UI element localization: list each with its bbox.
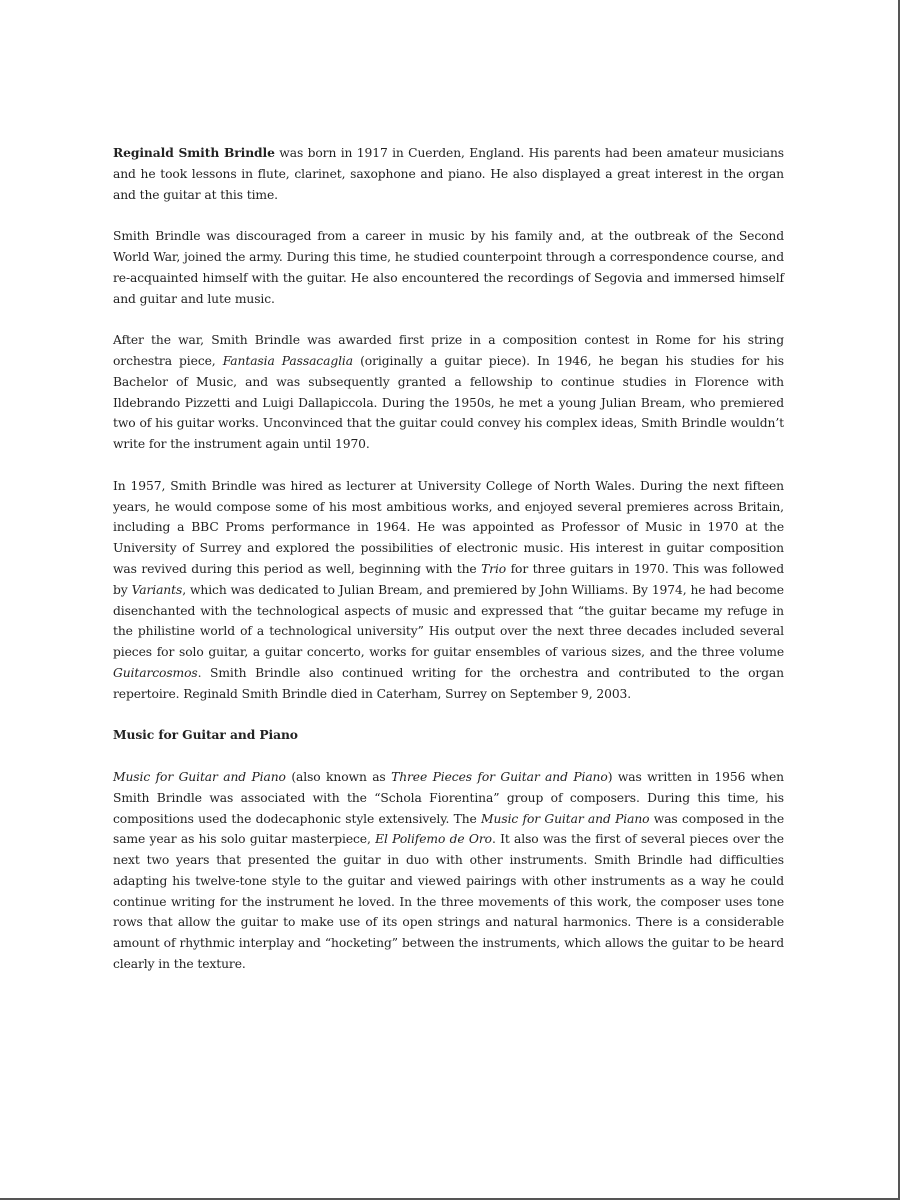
text-run: ) was written in 1956 when Smith Brindle was associated with the “Schola Fiorentina” group of composers. During this time, his compositions used the dodecaphonic style extensively. The: [113, 769, 784, 826]
italic-title: Music for Guitar and Piano: [481, 811, 650, 826]
text-run: was born in 1917 in Cuerden, England. His parents had been amateur musicians and he took lessons in flute, clarinet, saxophone and piano. He also displayed a great interest in the organ and the guitar at this time.: [113, 146, 784, 202]
bold-text: Reginald Smith Brindle: [113, 145, 275, 160]
text-run: . It also was the first of several pieces over the next two years that presented the guitar in duo with other instruments. Smith Brindle had difficulties adapting his twelve-tone style to the guitar and viewed pairings with other instruments as a way he could continue writing for the instrument he loved. In the three movements of this work, the composer uses tone rows that allow the guitar to make use of its open strings and natural harmonics. There is a considerable amount of rhythmic interplay and “hocketing” between the instruments, which allows the guitar to be heard clearly in the texture.: [113, 832, 784, 972]
section-heading: Music for Guitar and Piano: [113, 727, 298, 743]
text-run: In 1957, Smith Brindle was hired as lecturer at University College of North Wales. During the next fifteen years, he would compose some of his most ambitious works, and enjoyed several premieres across Britain, including a BBC Proms performance in 1964. He was appointed as Professor of Music in 1970 at the University of Surrey and explored the possibilities of electronic music. His interest in guitar composition was revived during this period as well, beginning with the: [113, 478, 784, 576]
text-run: (originally a guitar piece). In 1946, he began his studies for his Bachelor of Music, and was subsequently granted a fellowship to continue studies in Florence with Ildebrando Pizzetti and Luigi Dallapiccola. During the 1950s, he met a young Julian Bream, who premiered two of his guitar works. Unconvinced that the guitar could convey his complex ideas, Smith Brindle wouldn’t write for the instrument again until 1970.: [113, 353, 784, 452]
text-run: After the war, Smith Brindle was awarded first prize in a composition contest in Rome for his string orchestra piece,: [113, 333, 784, 368]
italic-title: Three Pieces for Guitar and Piano: [391, 769, 608, 784]
document-body: [113, 143, 784, 975]
text-run: (also known as: [285, 769, 392, 784]
text-run: Smith Brindle was discouraged from a career in music by his family and, at the outbreak of the Second World War, joined the army. During this time, he studied counterpoint through a correspondence course, and re-acquainted himself with the guitar. He also encountered the recordings of Segovia and immersed himself and guitar and lute music.: [113, 229, 784, 306]
italic-title: Music for Guitar and Piano: [113, 769, 286, 784]
paragraph-3: [113, 330, 784, 455]
italic-title: Fantasia Passacaglia: [222, 353, 353, 368]
italic-title: El Polifemo de Oro: [375, 832, 492, 847]
paragraph-2: [113, 226, 784, 309]
italic-title: Guitarcosmos: [113, 665, 198, 680]
italic-title: Trio: [481, 561, 507, 576]
text-run: was composed in the same year as his solo guitar masterpiece,: [113, 811, 785, 847]
text-run: , which was dedicated to Julian Bream, and premiered by John Williams. By 1974, he had become disenchanted with the technological aspects of music and expressed that “the guitar became my refuge in the philistine world of a technological university” His output over the next three decades included several pieces for solo guitar, a guitar concerto, works for guitar ensembles of various sizes, and the three volume: [113, 582, 784, 660]
paragraph-4: [113, 476, 784, 705]
paragraph-1: [113, 143, 784, 205]
text-run: . Smith Brindle also continued writing for the orchestra and contributed to the organ repertoire. Reginald Smith Brindle died in Caterham, Surrey on September 9, 2003.: [113, 665, 784, 701]
text-run: for three guitars in 1970. This was followed by: [113, 561, 784, 597]
section-paragraph: [113, 767, 784, 975]
italic-title: Variants: [131, 582, 183, 597]
